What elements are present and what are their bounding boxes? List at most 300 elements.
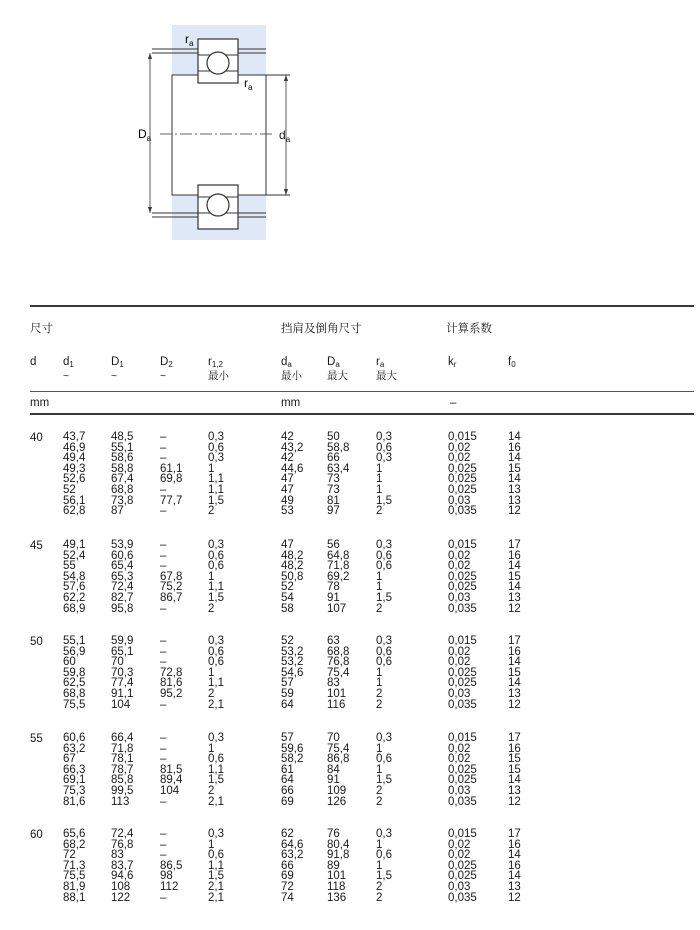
table-cell: 0,3: [376, 635, 392, 647]
table-cell: 81,6: [63, 795, 86, 808]
table-cell: 112: [160, 880, 179, 893]
table-cell: 76,8: [327, 656, 350, 669]
table-cell: 72: [281, 880, 294, 893]
column-Da: [327, 540, 349, 614]
table-cell: 2: [208, 505, 215, 518]
table-cell: 17: [508, 828, 521, 840]
table-cell: 62,2: [63, 591, 86, 604]
table-cell: 91,1: [111, 687, 134, 700]
column-kr: [448, 733, 477, 807]
table-cell: 88,1: [63, 891, 86, 904]
table-cell: 70,3: [111, 666, 134, 679]
table-top-rule: [30, 305, 694, 307]
column-f0: [508, 829, 521, 903]
table-cell: 49,4: [63, 452, 86, 465]
table-cell: 73: [327, 483, 340, 496]
table-cell: 13: [508, 687, 521, 700]
table-cell: 2: [376, 698, 383, 711]
table-cell: 67: [63, 753, 76, 766]
table-cell: 73: [327, 473, 340, 486]
table-cell: 2: [376, 784, 383, 797]
table-cell: 48,2: [281, 560, 304, 573]
table-cell: 75,5: [63, 698, 86, 711]
table-cell: 65,6: [63, 828, 86, 840]
Da-label: $D_a$: [138, 127, 152, 143]
table-cell: 0,02: [448, 452, 471, 465]
group-bore-diameter: 45: [30, 540, 43, 552]
table-cell: 0,02: [448, 838, 471, 851]
table-cell: 47: [281, 539, 294, 551]
table-cell: 0,02: [448, 849, 471, 862]
table-cell: 0,3: [376, 539, 392, 551]
table-cell: 0,02: [448, 645, 471, 658]
group-bore-diameter: 55: [30, 733, 43, 745]
table-cell: 1: [376, 666, 383, 679]
table-cell: 1,5: [208, 591, 224, 604]
table-cell: 0,02: [448, 753, 471, 766]
ra-top-label: $r_a$: [185, 32, 194, 48]
column-d1: [63, 636, 85, 710]
table-cell: 61: [281, 763, 294, 776]
table-cell: 1: [376, 483, 383, 496]
table-cell: 70: [111, 656, 124, 669]
table-cell: 50: [327, 431, 340, 443]
table-cell: 66,3: [63, 763, 86, 776]
column-r12: [208, 733, 224, 807]
table-cell: 60,6: [63, 732, 86, 744]
table-cell: 2: [208, 687, 215, 700]
table-cell: 47: [281, 473, 294, 486]
table-cell: 13: [508, 483, 521, 496]
column-d1: [63, 733, 85, 807]
table-cell: 62,8: [63, 505, 86, 518]
table-cell: 86,8: [327, 753, 350, 766]
table-cell: 72,8: [160, 666, 183, 679]
table-cell: 86,5: [160, 859, 183, 872]
table-cell: –: [160, 742, 167, 755]
table-cell: 63,2: [63, 742, 86, 755]
table-cell: 0,3: [208, 732, 224, 744]
ra-mid-label: $r_a$: [244, 76, 253, 92]
table-cell: 0,6: [376, 656, 392, 669]
table-cell: 17: [508, 539, 521, 551]
table-cell: 16: [508, 859, 521, 872]
table-cell: 0,025: [448, 483, 477, 496]
table-cell: 67,4: [111, 473, 134, 486]
table-cell: 12: [508, 698, 521, 711]
table-cell: 81: [327, 494, 340, 507]
table-cell: 80,4: [327, 838, 350, 851]
column-kr: [448, 432, 477, 517]
table-cell: 0,02: [448, 560, 471, 573]
table-cell: 1: [376, 859, 383, 872]
table-cell: 83,7: [111, 859, 134, 872]
table-cell: 59: [281, 687, 294, 700]
col-header-Da: $D_a$ 最大: [327, 356, 348, 382]
section-dimensions: 尺寸: [30, 323, 53, 335]
table-cell: 16: [508, 645, 521, 658]
table-cell: 54,6: [281, 666, 304, 679]
table-cell: 118: [327, 880, 346, 893]
table-cell: 12: [508, 505, 521, 518]
table-cell: 75,3: [63, 784, 86, 797]
table-cell: 1,1: [208, 483, 224, 496]
table-cell: 108: [111, 880, 131, 893]
table-cell: 68,9: [63, 602, 86, 615]
table-cell: 50,8: [281, 570, 304, 583]
table-cell: 91: [327, 591, 340, 604]
table-cell: 1,1: [208, 677, 224, 690]
column-ra: [376, 733, 392, 807]
table-cell: 2,1: [208, 795, 224, 808]
column-D1: [111, 829, 133, 903]
table-cell: 1,1: [208, 473, 224, 486]
table-cell: 107: [327, 602, 347, 615]
column-D1: [111, 540, 133, 614]
col-header-f0: $f_0$: [508, 356, 516, 369]
group-bore-diameter: 50: [30, 636, 43, 648]
table-cell: 16: [508, 549, 521, 562]
column-da: [281, 432, 303, 517]
table-cell: 0,03: [448, 494, 471, 507]
table-cell: 0,3: [208, 452, 224, 465]
table-cell: 16: [508, 838, 521, 851]
table-cell: 81,6: [160, 677, 183, 690]
table-cell: 14: [508, 431, 521, 443]
table-cell: 2: [376, 795, 383, 808]
table-cell: 12: [508, 602, 521, 615]
column-f0: [508, 432, 521, 517]
table-cell: 0,3: [376, 732, 392, 744]
table-cell: 0,02: [448, 549, 471, 562]
table-cell: 14: [508, 452, 521, 465]
table-cell: 55,1: [63, 635, 86, 647]
table-cell: 14: [508, 473, 521, 486]
table-cell: 72: [63, 849, 76, 862]
column-Da: [327, 829, 349, 903]
column-r12: [208, 636, 224, 710]
table-cell: 48,2: [281, 549, 304, 562]
da-label: $d_a$: [279, 128, 291, 144]
table-cell: 1,5: [376, 774, 392, 787]
table-cell: 0,3: [208, 539, 224, 551]
table-cell: 1,1: [208, 763, 224, 776]
table-cell: 85,8: [111, 774, 134, 787]
table-cell: 136: [327, 891, 347, 904]
table-cell: 95,2: [160, 687, 183, 700]
table-cell: 84: [327, 763, 340, 776]
table-cell: 1: [376, 677, 383, 690]
table-cell: 1,5: [208, 494, 224, 507]
table-cell: 66: [327, 452, 340, 465]
table-cell: 1,5: [376, 591, 392, 604]
table-cell: 14: [508, 560, 521, 573]
table-cell: 69,2: [327, 570, 350, 583]
table-cell: 52: [281, 635, 294, 647]
table-cell: 1: [208, 570, 215, 583]
table-cell: 58,8: [111, 462, 134, 475]
table-cell: 57: [281, 732, 294, 744]
table-cell: 2,1: [208, 698, 224, 711]
table-cell: 12: [508, 795, 521, 808]
table-cell: 0,025: [448, 462, 477, 475]
table-cell: 57,6: [63, 581, 86, 594]
table-cell: 15: [508, 666, 521, 679]
table-cell: 15: [508, 753, 521, 766]
column-r12: [208, 432, 224, 517]
table-cell: 0,3: [376, 452, 392, 465]
col-header-d1: $d_1$ ~: [63, 356, 74, 382]
table-cell: 56,9: [63, 645, 86, 658]
table-cell: 54: [281, 591, 294, 604]
column-D2: [160, 733, 182, 807]
table-cell: 81,9: [63, 880, 86, 893]
table-cell: 49: [281, 494, 294, 507]
column-d1: [63, 829, 85, 903]
table-cell: 1: [208, 838, 215, 851]
table-cell: 55,1: [111, 441, 134, 454]
table-cell: 0,6: [208, 560, 224, 573]
table-cell: 65,3: [111, 570, 134, 583]
table-cell: 13: [508, 880, 521, 893]
table-cell: 15: [508, 462, 521, 475]
col-header-D1: $D_1$ ~: [111, 356, 124, 382]
table-cell: 12: [508, 891, 521, 904]
table-cell: 76,8: [111, 838, 134, 851]
col-header-da: $d_a$ 最小: [281, 356, 302, 382]
column-Da: [327, 636, 349, 710]
table-cell: 0,6: [376, 549, 392, 562]
table-cell: 0,6: [376, 645, 392, 658]
table-cell: 1,5: [208, 774, 224, 787]
table-cell: 122: [111, 891, 131, 904]
table-cell: 14: [508, 677, 521, 690]
table-cell: 78,7: [111, 763, 134, 776]
column-kr: [448, 636, 477, 710]
table-cell: 68,8: [63, 687, 86, 700]
column-da: [281, 636, 303, 710]
table-cell: 72,4: [111, 581, 134, 594]
table-cell: 60: [63, 656, 76, 669]
table-cell: 75,4: [327, 666, 350, 679]
table-cell: 0,035: [448, 602, 477, 615]
table-cell: 0,6: [376, 441, 392, 454]
table-cell: 49,3: [63, 462, 86, 475]
table-cell: 2: [376, 602, 383, 615]
table-cell: 1: [376, 763, 383, 776]
table-cell: –: [160, 891, 167, 904]
table-cell: 63,2: [281, 849, 304, 862]
table-cell: 1: [208, 462, 215, 475]
table-cell: 2: [376, 505, 383, 518]
table-cell: 66: [281, 859, 294, 872]
table-cell: 53: [281, 505, 294, 518]
table-cell: 14: [508, 849, 521, 862]
table-cell: –: [160, 732, 167, 744]
table-cell: –: [160, 505, 167, 518]
table-cell: 0,02: [448, 742, 471, 755]
table-cell: 0,03: [448, 591, 471, 604]
table-cell: 43,2: [281, 441, 304, 454]
table-cell: 61,1: [160, 462, 183, 475]
table-cell: 0,025: [448, 870, 477, 883]
table-cell: 126: [327, 795, 347, 808]
table-cell: 0,035: [448, 795, 477, 808]
column-ra: [376, 432, 392, 517]
table-cell: 0,6: [208, 645, 224, 658]
table-cell: 0,025: [448, 763, 477, 776]
table-cell: 0,3: [376, 431, 392, 443]
table-cell: 68,2: [63, 838, 86, 851]
table-cell: 0,3: [208, 635, 224, 647]
table-cell: 109: [327, 784, 347, 797]
table-cell: 54,8: [63, 570, 86, 583]
table-cell: 0,02: [448, 656, 471, 669]
table-cell: 75,5: [63, 870, 86, 883]
table-cell: 56,1: [63, 494, 86, 507]
group-bore-diameter: 60: [30, 829, 43, 841]
table-cell: 66: [281, 784, 294, 797]
table-cell: 75,4: [327, 742, 350, 755]
table-cell: 0,03: [448, 880, 471, 893]
table-cell: 65,4: [111, 560, 134, 573]
table-cell: 0,025: [448, 581, 477, 594]
table-cell: 1: [376, 462, 383, 475]
table-cell: 0,025: [448, 666, 477, 679]
table-cell: 49,1: [63, 539, 86, 551]
table-cell: 13: [508, 494, 521, 507]
table-cell: 0,025: [448, 677, 477, 690]
table-cell: 76: [327, 828, 340, 840]
table-cell: 58: [281, 602, 294, 615]
table-cell: 55: [63, 560, 76, 573]
table-cell: 1: [376, 473, 383, 486]
table-cell: 42: [281, 431, 294, 443]
table-cell: 97: [327, 505, 340, 518]
column-da: [281, 540, 303, 614]
table-cell: 89: [327, 859, 340, 872]
table-cell: 65,1: [111, 645, 134, 658]
table-cell: 67,8: [160, 570, 183, 583]
bearing-diagram: [140, 25, 300, 240]
column-D2: [160, 432, 182, 517]
table-cell: 62: [281, 828, 294, 840]
table-cell: 14: [508, 870, 521, 883]
table-cell: 0,025: [448, 570, 477, 583]
table-cell: 53,9: [111, 539, 134, 551]
table-cell: 2: [376, 880, 383, 893]
table-cell: 1: [376, 570, 383, 583]
table-cell: –: [160, 828, 167, 840]
table-cell: –: [160, 549, 167, 562]
table-cell: 13: [508, 784, 521, 797]
table-cell: 52,4: [63, 549, 86, 562]
unit-right: –: [450, 397, 457, 409]
table-cell: –: [160, 539, 167, 551]
table-cell: 0,025: [448, 774, 477, 787]
table-cell: 94,6: [111, 870, 134, 883]
table-cell: 73,8: [111, 494, 134, 507]
table-cell: 0,025: [448, 859, 477, 872]
unit-bottom-rule: [30, 413, 694, 415]
table-cell: 1: [376, 838, 383, 851]
table-cell: 101: [327, 687, 347, 700]
column-D2: [160, 540, 182, 614]
table-cell: 14: [508, 581, 521, 594]
table-cell: 98: [160, 870, 173, 883]
column-Da: [327, 733, 349, 807]
column-ra: [376, 540, 392, 614]
table-cell: 72,4: [111, 828, 134, 840]
table-cell: 0,015: [448, 539, 477, 551]
table-cell: 91,8: [327, 849, 350, 862]
col-header-r12: $r_{1,2}$ 最小: [208, 356, 229, 382]
table-cell: 0,6: [208, 753, 224, 766]
table-cell: –: [160, 483, 167, 496]
table-cell: 58,2: [281, 753, 304, 766]
table-cell: 56: [327, 539, 340, 551]
table-cell: 59,8: [63, 666, 86, 679]
unit-left: mm: [30, 397, 50, 409]
table-cell: 58,6: [111, 452, 134, 465]
table-cell: 2,1: [208, 891, 224, 904]
column-f0: [508, 540, 521, 614]
table-cell: 71,3: [63, 859, 86, 872]
table-cell: 78: [327, 581, 340, 594]
table-cell: 69,1: [63, 774, 86, 787]
table-cell: 0,015: [448, 431, 477, 443]
table-cell: 63,4: [327, 462, 350, 475]
table-cell: 69,8: [160, 473, 183, 486]
table-cell: 0,3: [208, 431, 224, 443]
table-cell: 0,3: [376, 828, 392, 840]
column-kr: [448, 829, 477, 903]
table-cell: 0,6: [208, 549, 224, 562]
section-factors: 计算系数: [446, 323, 492, 335]
table-cell: 70: [327, 732, 340, 744]
table-cell: 48,5: [111, 431, 134, 443]
table-cell: 58,8: [327, 441, 350, 454]
table-cell: –: [160, 560, 167, 573]
table-cell: 82,7: [111, 591, 134, 604]
table-cell: 1: [376, 742, 383, 755]
table-cell: 68,8: [111, 483, 134, 496]
table-cell: 0,035: [448, 891, 477, 904]
table-cell: 63: [327, 635, 340, 647]
table-cell: 0,015: [448, 635, 477, 647]
table-cell: 1,5: [376, 870, 392, 883]
column-r12: [208, 540, 224, 614]
column-d1: [63, 540, 85, 614]
table-cell: 75,2: [160, 581, 183, 594]
table-cell: 95,8: [111, 602, 134, 615]
table-cell: 0,6: [376, 560, 392, 573]
column-D2: [160, 829, 182, 903]
column-f0: [508, 733, 521, 807]
table-cell: 99,5: [111, 784, 134, 797]
table-cell: 59,9: [111, 635, 134, 647]
table-cell: 59,6: [281, 742, 304, 755]
col-header-D2: $D_2$ ~: [160, 356, 173, 382]
column-ra: [376, 636, 392, 710]
table-cell: 52,6: [63, 473, 86, 486]
table-cell: 53,2: [281, 645, 304, 658]
table-cell: 2: [376, 687, 383, 700]
column-D1: [111, 432, 133, 517]
table-cell: 116: [327, 698, 346, 711]
table-cell: 46,9: [63, 441, 86, 454]
table-cell: 1,1: [208, 581, 224, 594]
